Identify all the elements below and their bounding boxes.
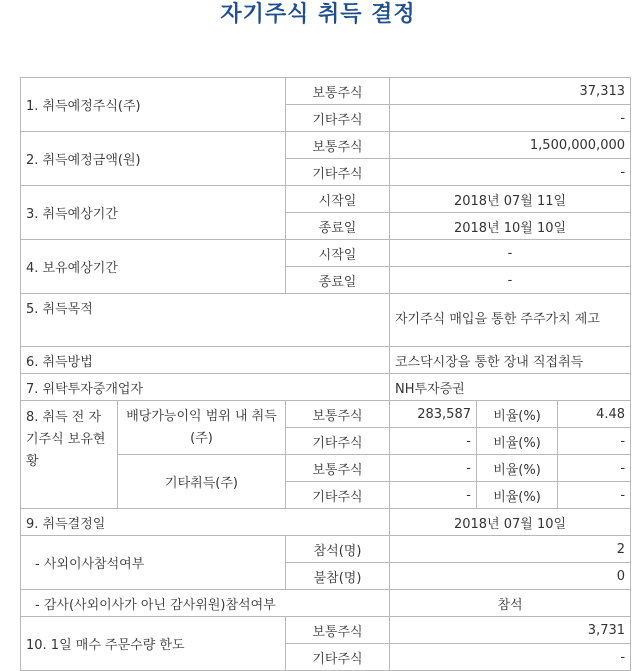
cell-common-stock: 보통주식	[286, 78, 390, 105]
cell-broker: NH투자증권	[390, 374, 631, 401]
cell-start-date-label: 시작일	[286, 186, 390, 213]
table-row	[21, 374, 631, 401]
cell-other-stock: 기타주식	[286, 105, 390, 132]
table-row	[21, 509, 631, 536]
cell-common-stock: 보통주식	[286, 455, 390, 482]
cell-ratio: 4.48	[558, 401, 631, 428]
cell-start-date-label: 시작일	[286, 240, 390, 267]
cell-absent-label: 불참(명)	[286, 563, 390, 590]
cell-other-stock: 기타주식	[286, 482, 390, 509]
cell-common-stock: 보통주식	[286, 617, 390, 644]
table-row	[21, 78, 631, 105]
cell-ratio: -	[558, 428, 631, 455]
cell-value: -	[390, 428, 477, 455]
cell-value: -	[390, 159, 631, 186]
cell-other-stock: 기타주식	[286, 428, 390, 455]
cell-decision-date: 2018년 07월 10일	[390, 509, 631, 536]
row-label-holdings: 8. 취득 전 자기주식 보유현황	[21, 401, 118, 509]
row-label-shares: 1. 취득예정주식(주)	[21, 78, 286, 132]
cell-group-other: 기타취득(주)	[118, 455, 286, 509]
table-row	[21, 186, 631, 213]
row-label-purpose: 5. 취득목적	[21, 294, 390, 347]
cell-other-stock: 기타주식	[286, 644, 390, 671]
table-row	[21, 590, 631, 617]
cell-end-date-label: 종료일	[286, 213, 390, 240]
cell-ratio-label: 비율(%)	[477, 455, 558, 482]
row-label-audit: - 감사(사외이사가 아닌 감사위원)참석여부	[21, 590, 390, 617]
table-row	[21, 132, 631, 159]
cell-ratio-label: 비율(%)	[477, 482, 558, 509]
table-row	[21, 347, 631, 374]
cell-purpose: 자기주식 매입을 통한 주주가치 제고	[390, 294, 631, 347]
row-label-amount: 2. 취득예정금액(원)	[21, 132, 286, 186]
row-label-broker: 7. 위탁투자중개업자	[21, 374, 390, 401]
cell-start-date: 2018년 07월 11일	[390, 186, 631, 213]
cell-start-date: -	[390, 240, 631, 267]
cell-group-dividend: 배당가능이익 범위 내 취득(주)	[118, 401, 286, 455]
cell-common-stock: 보통주식	[286, 401, 390, 428]
cell-value: -	[390, 482, 477, 509]
cell-value: -	[390, 455, 477, 482]
cell-attend-label: 참석(명)	[286, 536, 390, 563]
cell-value: -	[390, 644, 631, 671]
cell-ratio-label: 비율(%)	[477, 428, 558, 455]
cell-value: 3,731	[390, 617, 631, 644]
row-label-method: 6. 취득방법	[21, 347, 390, 374]
cell-audit: 참석	[390, 590, 631, 617]
row-label-outside-directors: - 사외이사참석여부	[21, 536, 286, 590]
cell-absent-count: 0	[390, 563, 631, 590]
page-title: 자기주식 취득 결정	[220, 2, 416, 27]
row-label-daily-limit: 10. 1일 매수 주문수량 한도	[21, 617, 286, 671]
row-label-decision-date: 9. 취득결정일	[21, 509, 390, 536]
table-row	[21, 240, 631, 267]
table-row	[21, 401, 631, 428]
table-row	[21, 617, 631, 644]
row-label-hold-period: 4. 보유예상기간	[21, 240, 286, 294]
cell-ratio: -	[558, 455, 631, 482]
cell-value: 283,587	[390, 401, 477, 428]
table-row	[21, 294, 631, 347]
cell-end-date: 2018년 10월 10일	[390, 213, 631, 240]
cell-ratio: -	[558, 482, 631, 509]
cell-end-date: -	[390, 267, 631, 294]
cell-value: -	[390, 105, 631, 132]
table-row	[21, 536, 631, 563]
disclosure-table	[20, 77, 631, 671]
cell-other-stock: 기타주식	[286, 159, 390, 186]
cell-attend-count: 2	[390, 536, 631, 563]
cell-value: 1,500,000,000	[390, 132, 631, 159]
row-label-acq-period: 3. 취득예상기간	[21, 186, 286, 240]
cell-end-date-label: 종료일	[286, 267, 390, 294]
cell-value: 37,313	[390, 78, 631, 105]
cell-ratio-label: 비율(%)	[477, 401, 558, 428]
cell-common-stock: 보통주식	[286, 132, 390, 159]
cell-method: 코스닥시장을 통한 장내 직접취득	[390, 347, 631, 374]
